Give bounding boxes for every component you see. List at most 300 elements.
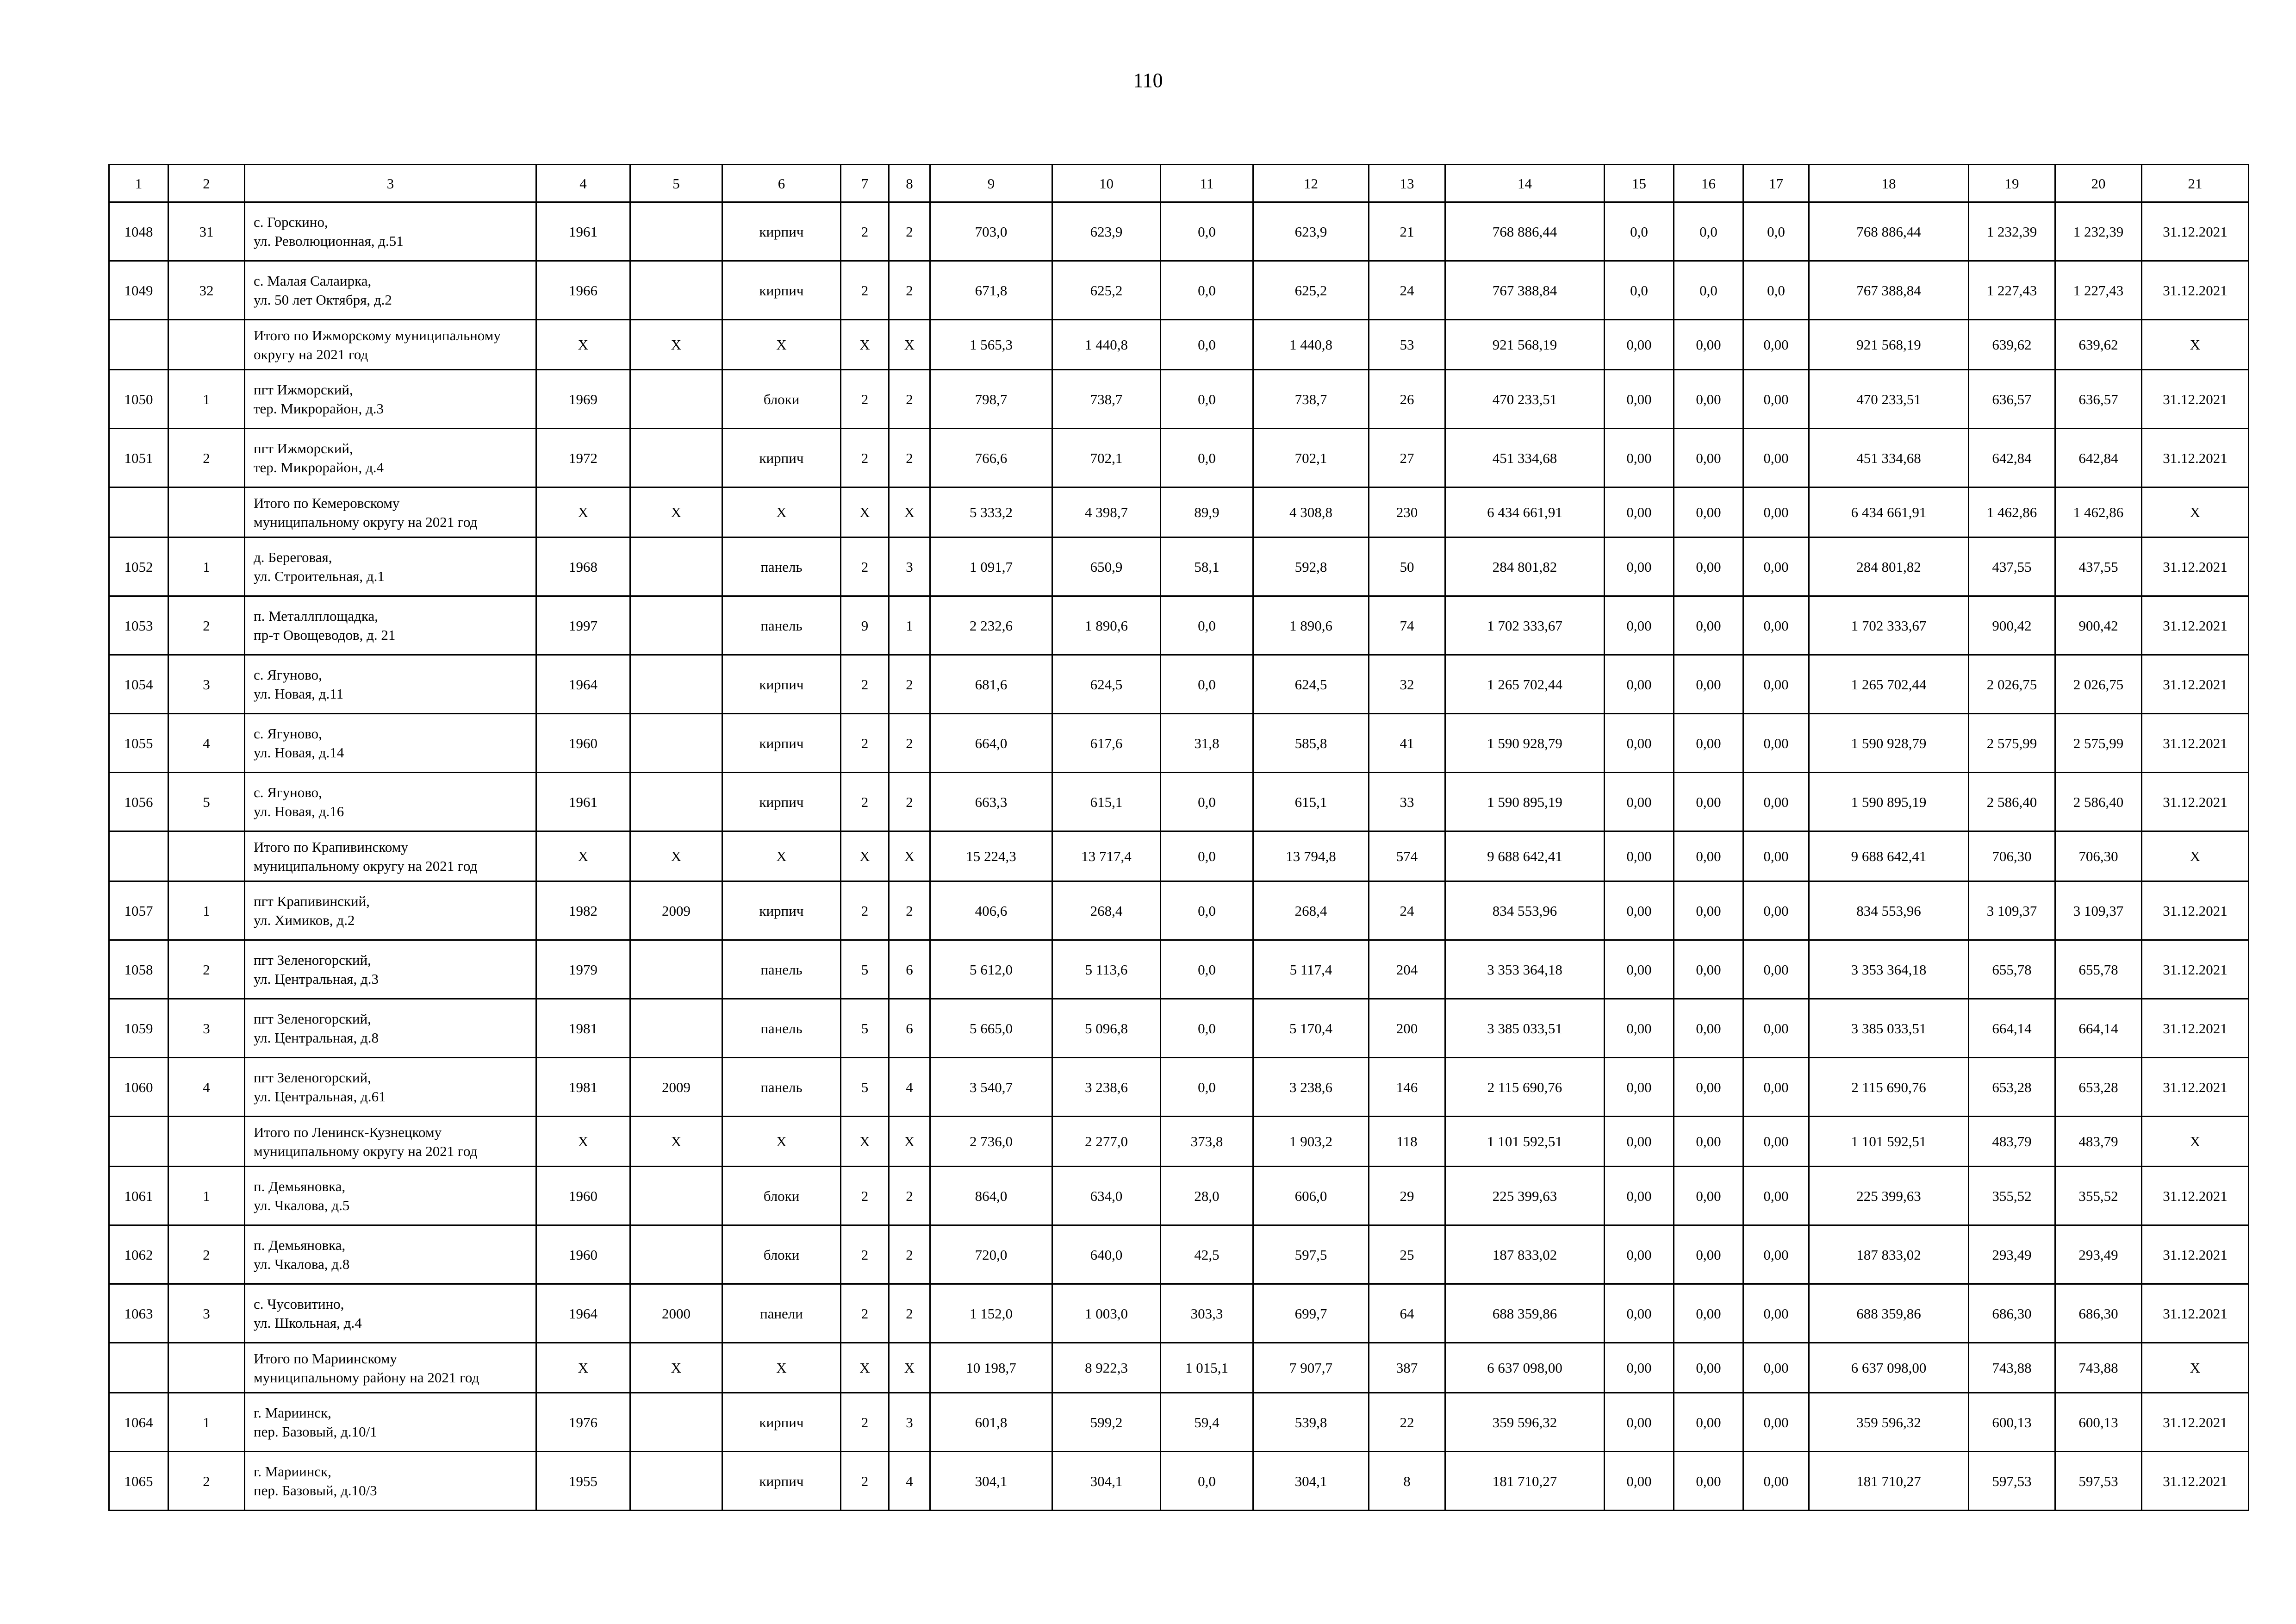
table-cell: панель [722, 1058, 841, 1117]
table-cell: 2 586,40 [2055, 773, 2142, 831]
table-cell: X [722, 1343, 841, 1393]
table-cell: 373,8 [1161, 1117, 1253, 1167]
table-cell: 699,7 [1253, 1284, 1369, 1343]
table-cell: 0,00 [1605, 1284, 1674, 1343]
table-cell [630, 714, 722, 773]
table-cell: 634,0 [1052, 1167, 1161, 1225]
table-cell: 25 [1369, 1225, 1445, 1284]
table-cell: 64 [1369, 1284, 1445, 1343]
table-cell: 406,6 [930, 881, 1052, 940]
table-cell: 663,3 [930, 773, 1052, 831]
table-cell: 1972 [536, 429, 630, 487]
table-cell: 0,00 [1674, 1117, 1743, 1167]
table-row [109, 202, 2249, 261]
table-row [109, 1452, 2249, 1511]
table-cell: 3 109,37 [1969, 881, 2055, 940]
table-cell: 900,42 [1969, 596, 2055, 655]
table-cell: 0,00 [1743, 999, 1809, 1058]
table-row [109, 881, 2249, 940]
address-line: пгт Ижморский, [254, 440, 353, 456]
table-cell: 4 [889, 1452, 930, 1511]
table-cell: 187 833,02 [1445, 1225, 1605, 1284]
table-cell: 1 015,1 [1161, 1343, 1253, 1393]
table-cell: 4 [168, 714, 245, 773]
table-cell: 0,00 [1605, 1393, 1674, 1452]
table-cell [630, 1225, 722, 1284]
table-cell: 574 [1369, 831, 1445, 881]
table-cell: 0,00 [1605, 429, 1674, 487]
table-cell: 0,00 [1674, 1225, 1743, 1284]
table-cell: 1 [168, 1393, 245, 1452]
address-line: муниципальному округу на 2021 год [254, 1143, 478, 1159]
table-cell: 0,0 [1161, 261, 1253, 320]
address-line: ул. Центральная, д.3 [254, 971, 379, 987]
table-cell: кирпич [722, 202, 841, 261]
address-line: пр-т Овощеводов, д. 21 [254, 627, 396, 643]
address-line: ул. Чкалова, д.5 [254, 1197, 350, 1213]
table-cell: 664,0 [930, 714, 1052, 773]
table-cell: 2 [889, 655, 930, 714]
address-line: пгт Зеленогорский, [254, 1069, 371, 1086]
address-cell [245, 881, 536, 940]
table-cell: 1955 [536, 1452, 630, 1511]
table-cell: 3 540,7 [930, 1058, 1052, 1117]
table-cell: 0,00 [1605, 1117, 1674, 1167]
table-cell: 1 890,6 [1052, 596, 1161, 655]
table-cell: 1056 [109, 773, 168, 831]
table-cell: 624,5 [1253, 655, 1369, 714]
table-cell: 2 [889, 881, 930, 940]
table-cell: 1060 [109, 1058, 168, 1117]
table-cell: 3 353 364,18 [1445, 940, 1605, 999]
address-cell [245, 714, 536, 773]
table-cell: 636,57 [1969, 370, 2055, 429]
address-line: муниципальному округу на 2021 год [254, 857, 478, 874]
column-number: 4 [536, 165, 630, 202]
table-cell: 13 794,8 [1253, 831, 1369, 881]
table-cell: 1 [168, 1167, 245, 1225]
table-cell [630, 537, 722, 596]
table-cell: 0,00 [1605, 940, 1674, 999]
table-cell: 1 890,6 [1253, 596, 1369, 655]
table-cell: 1966 [536, 261, 630, 320]
table-cell: 31.12.2021 [2142, 1225, 2249, 1284]
table-cell: X [2142, 831, 2249, 881]
address-line: ул. Новая, д.14 [254, 744, 344, 761]
table-cell: 293,49 [2055, 1225, 2142, 1284]
table-cell: 2 [889, 370, 930, 429]
table-cell: X [630, 320, 722, 370]
table-cell: 766,6 [930, 429, 1052, 487]
table-row [109, 1284, 2249, 1343]
table-cell: 13 717,4 [1052, 831, 1161, 881]
table-cell: 655,78 [2055, 940, 2142, 999]
table-cell: 1 462,86 [1969, 487, 2055, 537]
table-cell [109, 320, 168, 370]
column-number: 18 [1809, 165, 1969, 202]
table-cell: 31.12.2021 [2142, 881, 2249, 940]
table-cell: 0,0 [1743, 202, 1809, 261]
table-cell [630, 1167, 722, 1225]
table-cell: 5 612,0 [930, 940, 1052, 999]
table-cell [630, 999, 722, 1058]
column-number: 2 [168, 165, 245, 202]
table-cell: X [2142, 1343, 2249, 1393]
address-cell [245, 999, 536, 1058]
table-cell: 681,6 [930, 655, 1052, 714]
table-cell: 3 [168, 1284, 245, 1343]
address-line: ул. Новая, д.11 [254, 686, 344, 702]
column-number: 8 [889, 165, 930, 202]
table-cell: X [536, 1117, 630, 1167]
address-cell [245, 773, 536, 831]
table-cell: 664,14 [2055, 999, 2142, 1058]
table-cell: X [536, 320, 630, 370]
table-cell: 0,00 [1674, 1167, 1743, 1225]
table-cell: X [2142, 320, 2249, 370]
table-cell: 767 388,84 [1809, 261, 1969, 320]
table-row [109, 940, 2249, 999]
table-cell: 650,9 [1052, 537, 1161, 596]
table-row [109, 773, 2249, 831]
address-line: с. Ягуново, [254, 725, 322, 742]
table-cell: 921 568,19 [1445, 320, 1605, 370]
table-cell: 0,00 [1605, 773, 1674, 831]
table-cell [630, 596, 722, 655]
address-line: ул. Химиков, д.2 [254, 912, 355, 928]
table-cell: 31.12.2021 [2142, 370, 2249, 429]
column-number: 13 [1369, 165, 1445, 202]
table-cell: 7 907,7 [1253, 1343, 1369, 1393]
table-cell: 834 553,96 [1809, 881, 1969, 940]
table-cell: 0,00 [1605, 1167, 1674, 1225]
table-cell: 0,0 [1161, 370, 1253, 429]
table-cell: 32 [168, 261, 245, 320]
address-line: тер. Микрорайон, д.4 [254, 459, 384, 475]
table-cell: 1976 [536, 1393, 630, 1452]
table-row [109, 537, 2249, 596]
table-cell: 3 238,6 [1253, 1058, 1369, 1117]
table-cell: 58,1 [1161, 537, 1253, 596]
table-cell: 204 [1369, 940, 1445, 999]
address-line: с. Чусовитино, [254, 1296, 344, 1312]
table-cell: 0,0 [1161, 1058, 1253, 1117]
table-cell: 41 [1369, 714, 1445, 773]
table-cell: 1 227,43 [1969, 261, 2055, 320]
address-line: тер. Микрорайон, д.3 [254, 400, 384, 417]
table-cell: кирпич [722, 429, 841, 487]
table-cell: 2 [841, 261, 889, 320]
table-cell: 1063 [109, 1284, 168, 1343]
table-cell: кирпич [722, 655, 841, 714]
column-number: 1 [109, 165, 168, 202]
table-cell: 0,0 [1605, 261, 1674, 320]
table-cell: 483,79 [2055, 1117, 2142, 1167]
table-cell: 768 886,44 [1809, 202, 1969, 261]
page-number: 110 [1133, 69, 1163, 92]
table-cell: 664,14 [1969, 999, 2055, 1058]
column-number: 20 [2055, 165, 2142, 202]
table-cell: 0,00 [1743, 1058, 1809, 1117]
table-cell: 597,53 [2055, 1452, 2142, 1511]
table-cell: 470 233,51 [1445, 370, 1605, 429]
address-line: с. Малая Салаирка, [254, 273, 372, 289]
table-cell: 8 [1369, 1452, 1445, 1511]
table-cell: 1055 [109, 714, 168, 773]
table-cell: 1057 [109, 881, 168, 940]
table-cell: X [630, 831, 722, 881]
table-cell: 0,00 [1674, 773, 1743, 831]
table-cell: 5 665,0 [930, 999, 1052, 1058]
table-cell: X [889, 487, 930, 537]
table-cell: 1053 [109, 596, 168, 655]
subtotal-label [245, 831, 536, 881]
table-cell: 1 590 895,19 [1809, 773, 1969, 831]
table-cell [630, 1393, 722, 1452]
table-cell: 1 590 928,79 [1809, 714, 1969, 773]
table-cell: 1058 [109, 940, 168, 999]
table-cell: 1 903,2 [1253, 1117, 1369, 1167]
table-cell: 2009 [630, 1058, 722, 1117]
table-cell: 32 [1369, 655, 1445, 714]
table-cell [109, 831, 168, 881]
table-cell: 74 [1369, 596, 1445, 655]
table-cell [630, 773, 722, 831]
subtotal-row [109, 1343, 2249, 1393]
table-cell: 2 [168, 596, 245, 655]
table-cell: 31.12.2021 [2142, 714, 2249, 773]
address-line: г. Мариинск, [254, 1405, 331, 1421]
table-cell: 1052 [109, 537, 168, 596]
table-cell: 22 [1369, 1393, 1445, 1452]
table-cell: 31.12.2021 [2142, 429, 2249, 487]
table-cell: 1 565,3 [930, 320, 1052, 370]
table-cell: 0,00 [1605, 714, 1674, 773]
table-cell: 59,4 [1161, 1393, 1253, 1452]
table-cell: 0,00 [1674, 320, 1743, 370]
table-row [109, 261, 2249, 320]
table-row [109, 370, 2249, 429]
table-cell: 293,49 [1969, 1225, 2055, 1284]
table-cell: 0,0 [1161, 831, 1253, 881]
table-cell [168, 487, 245, 537]
table-row [109, 714, 2249, 773]
table-cell: 671,8 [930, 261, 1052, 320]
table-cell: 6 637 098,00 [1809, 1343, 1969, 1393]
table-cell: 0,00 [1674, 940, 1743, 999]
table-cell [168, 1343, 245, 1393]
table-cell: 230 [1369, 487, 1445, 537]
column-number: 17 [1743, 165, 1809, 202]
table-cell: 0,00 [1674, 429, 1743, 487]
table-cell: панель [722, 999, 841, 1058]
address-line: пгт Крапивинский, [254, 893, 370, 909]
table-cell: 706,30 [2055, 831, 2142, 881]
address-line: Итого по Крапивинскому [254, 838, 408, 855]
table-cell: 0,00 [1743, 1117, 1809, 1167]
table-cell: 688 359,86 [1809, 1284, 1969, 1343]
table-cell: 1 003,0 [1052, 1284, 1161, 1343]
table-cell: блоки [722, 370, 841, 429]
table-cell: 0,00 [1743, 831, 1809, 881]
table-cell: 3 [168, 999, 245, 1058]
table-cell: 31.12.2021 [2142, 999, 2249, 1058]
table-cell: 1982 [536, 881, 630, 940]
table-cell: 6 [889, 940, 930, 999]
table-cell: X [630, 1117, 722, 1167]
table-cell: блоки [722, 1167, 841, 1225]
table-cell: 1061 [109, 1167, 168, 1225]
table-cell: 0,0 [1605, 202, 1674, 261]
table-cell: 738,7 [1052, 370, 1161, 429]
table-cell: 1 232,39 [1969, 202, 2055, 261]
table-cell [109, 1117, 168, 1167]
table-cell: X [2142, 1117, 2249, 1167]
table-cell: 284 801,82 [1809, 537, 1969, 596]
address-line: Итого по Ижморскому муниципальному [254, 327, 501, 344]
table-cell: 28,0 [1161, 1167, 1253, 1225]
table-cell: 31.12.2021 [2142, 1284, 2249, 1343]
table-cell: 615,1 [1052, 773, 1161, 831]
address-line: пгт Зеленогорский, [254, 1011, 371, 1027]
table-cell: 2 736,0 [930, 1117, 1052, 1167]
table-cell: 539,8 [1253, 1393, 1369, 1452]
table-cell: 0,0 [1161, 1452, 1253, 1511]
table-cell: 1 227,43 [2055, 261, 2142, 320]
table-cell: 1960 [536, 714, 630, 773]
table-cell: 688 359,86 [1445, 1284, 1605, 1343]
table-cell: 451 334,68 [1445, 429, 1605, 487]
table-row [109, 1167, 2249, 1225]
table-cell: 1997 [536, 596, 630, 655]
table-cell: 0,00 [1743, 881, 1809, 940]
table-cell: 2 [841, 1167, 889, 1225]
table-cell: 1 590 895,19 [1445, 773, 1605, 831]
table-cell: X [841, 1117, 889, 1167]
table-cell: 0,00 [1674, 999, 1743, 1058]
table-cell: кирпич [722, 1393, 841, 1452]
table-cell: кирпич [722, 714, 841, 773]
table-cell: 1 [168, 537, 245, 596]
table-cell: 0,00 [1605, 487, 1674, 537]
address-cell [245, 370, 536, 429]
table-cell: 1062 [109, 1225, 168, 1284]
table-cell: блоки [722, 1225, 841, 1284]
table-cell: кирпич [722, 773, 841, 831]
table-cell: 5 113,6 [1052, 940, 1161, 999]
table-cell: 470 233,51 [1809, 370, 1969, 429]
table-cell: 2 575,99 [2055, 714, 2142, 773]
table-cell: 0,00 [1743, 487, 1809, 537]
subtotal-label [245, 1117, 536, 1167]
address-line: пер. Базовый, д.10/1 [254, 1424, 377, 1440]
table-cell: кирпич [722, 261, 841, 320]
table-cell: 0,0 [1674, 202, 1743, 261]
table-cell: 2 [168, 1452, 245, 1511]
table-cell: 5 170,4 [1253, 999, 1369, 1058]
table-cell: X [841, 487, 889, 537]
address-cell [245, 1225, 536, 1284]
table-cell: 2 [841, 537, 889, 596]
table-cell: 42,5 [1161, 1225, 1253, 1284]
table-cell: 0,00 [1743, 773, 1809, 831]
table-cell: 9 [841, 596, 889, 655]
table-cell: 0,00 [1743, 655, 1809, 714]
table-cell: 29 [1369, 1167, 1445, 1225]
table-cell: 1 702 333,67 [1809, 596, 1969, 655]
table-cell: 0,0 [1743, 261, 1809, 320]
table-cell: 798,7 [930, 370, 1052, 429]
address-line: с. Горскино, [254, 214, 328, 230]
address-cell [245, 596, 536, 655]
table-cell: 31.12.2021 [2142, 940, 2249, 999]
table-cell: 5 117,4 [1253, 940, 1369, 999]
table-cell: 1981 [536, 999, 630, 1058]
column-number: 7 [841, 165, 889, 202]
column-number: 3 [245, 165, 536, 202]
table-cell: 3 238,6 [1052, 1058, 1161, 1117]
table-cell: 6 [889, 999, 930, 1058]
table-cell: 1 091,7 [930, 537, 1052, 596]
table-cell: 1964 [536, 655, 630, 714]
table-cell: 921 568,19 [1809, 320, 1969, 370]
housing-register-table [108, 164, 2249, 1511]
table-cell: 2 [841, 655, 889, 714]
table-cell: 31.12.2021 [2142, 1058, 2249, 1117]
table-cell: 2 [841, 1393, 889, 1452]
table-cell: 2 [889, 202, 930, 261]
table-cell: 1 [168, 881, 245, 940]
table-cell: 1 232,39 [2055, 202, 2142, 261]
table-cell: 1968 [536, 537, 630, 596]
subtotal-row [109, 320, 2249, 370]
table-cell: 359 596,32 [1445, 1393, 1605, 1452]
table-cell: 284 801,82 [1445, 537, 1605, 596]
table-cell: 624,5 [1052, 655, 1161, 714]
table-cell: 623,9 [1253, 202, 1369, 261]
table-cell: 0,00 [1605, 320, 1674, 370]
column-number-row [109, 165, 2249, 202]
table-body [109, 165, 2249, 1511]
table-cell: X [536, 831, 630, 881]
table-cell: 0,00 [1674, 596, 1743, 655]
table-cell: 31.12.2021 [2142, 655, 2249, 714]
table-cell: 0,00 [1743, 596, 1809, 655]
table-cell: 15 224,3 [930, 831, 1052, 881]
table-cell: 1065 [109, 1452, 168, 1511]
address-line: Итого по Ленинск-Кузнецкому [254, 1124, 442, 1140]
table-cell: 225 399,63 [1809, 1167, 1969, 1225]
table-cell: 0,0 [1161, 596, 1253, 655]
table-cell: 642,84 [1969, 429, 2055, 487]
table-cell: 743,88 [2055, 1343, 2142, 1393]
table-cell: 118 [1369, 1117, 1445, 1167]
table-cell: 1 440,8 [1052, 320, 1161, 370]
address-cell [245, 1058, 536, 1117]
table-cell: 6 434 661,91 [1809, 487, 1969, 537]
table-cell: 3 385 033,51 [1445, 999, 1605, 1058]
table-cell: 597,53 [1969, 1452, 2055, 1511]
column-number: 12 [1253, 165, 1369, 202]
table-cell: X [841, 831, 889, 881]
table-cell: 4 [168, 1058, 245, 1117]
table-cell: 1050 [109, 370, 168, 429]
table-cell: 2 [889, 429, 930, 487]
table-cell: 1981 [536, 1058, 630, 1117]
table-cell: 0,00 [1743, 1167, 1809, 1225]
table-cell: 483,79 [1969, 1117, 2055, 1167]
address-line: ул. Центральная, д.8 [254, 1030, 379, 1046]
